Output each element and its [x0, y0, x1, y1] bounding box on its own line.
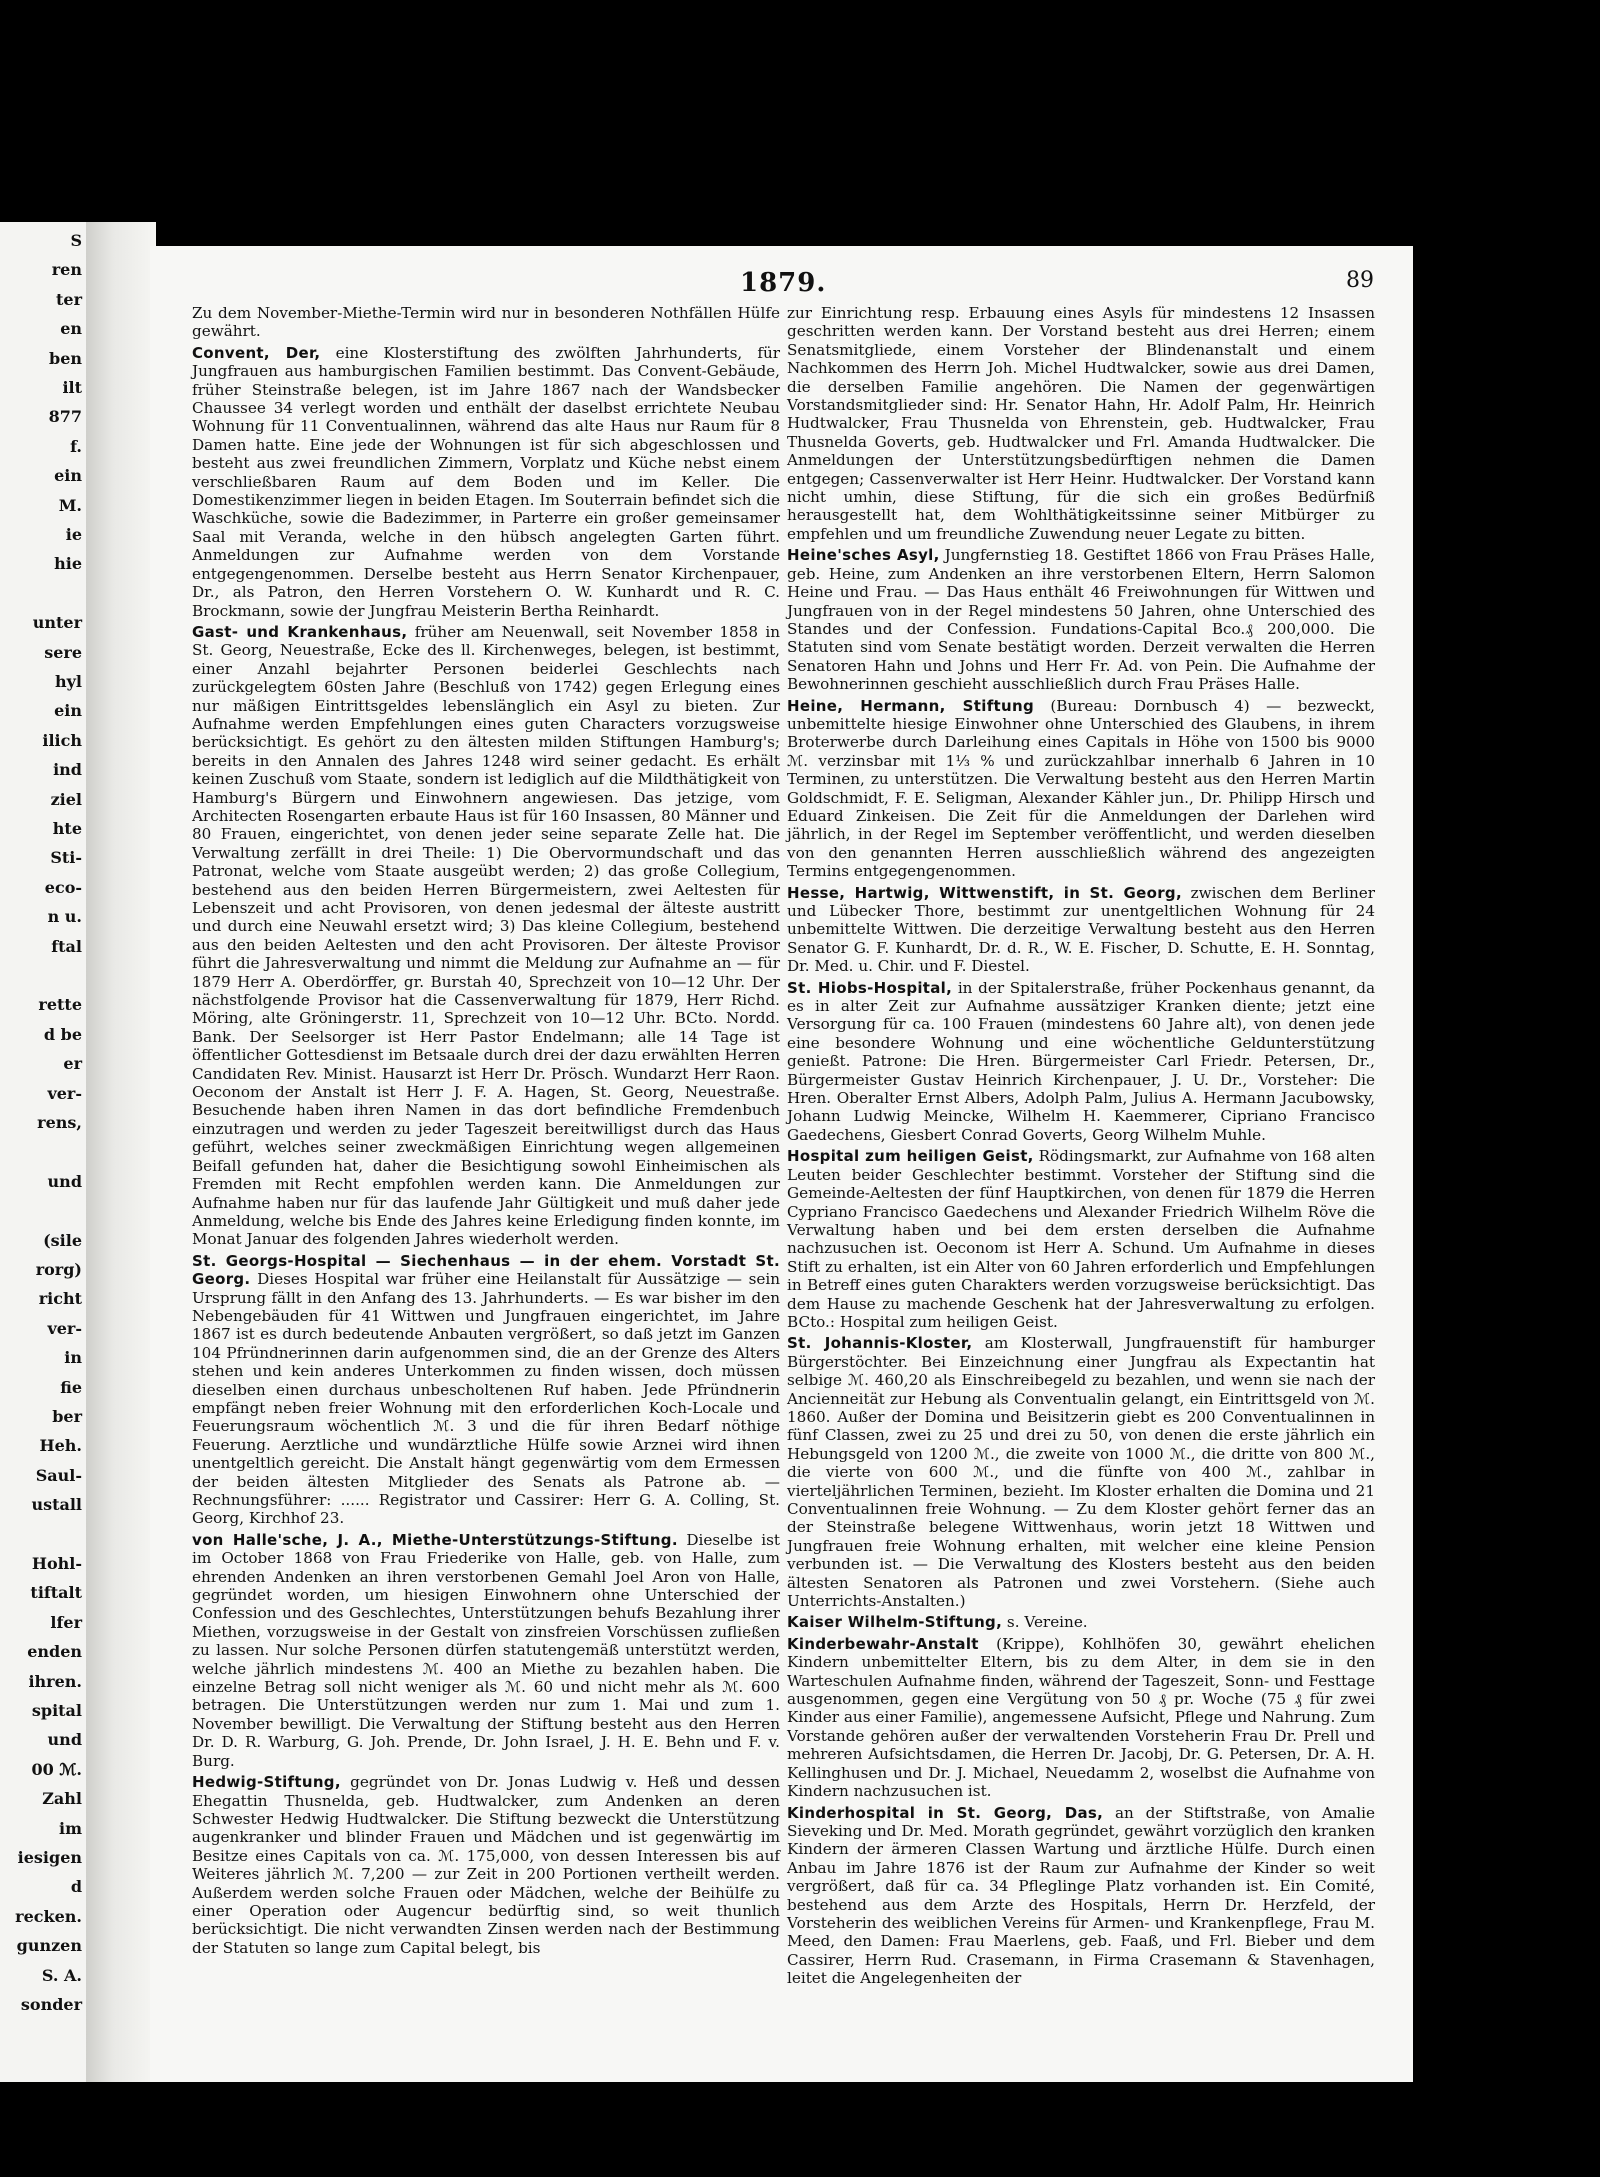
previous-page-fragment: spital: [31, 1701, 82, 1720]
previous-page-fragment: gunzen: [16, 1936, 82, 1956]
previous-page-fragment: fie: [60, 1377, 82, 1397]
previous-page-fragment: im: [58, 1818, 82, 1838]
previous-page-fragment: ter: [56, 289, 82, 309]
entry: [192, 623, 780, 1249]
entry-heading: Heine, Hermann, Stiftung: [787, 696, 1034, 715]
page-year: 1879.: [740, 268, 827, 298]
previous-page-fragment: in: [64, 1348, 82, 1368]
entry: [192, 344, 780, 620]
previous-page-fragment: S. A.: [41, 1965, 82, 1985]
previous-page-fragment: ver-: [47, 1318, 82, 1338]
entry: [787, 1334, 1375, 1610]
previous-page-fragment: ind: [53, 760, 82, 780]
entry: [192, 1531, 780, 1770]
previous-page-fragment: ziel: [50, 789, 82, 809]
previous-page-fragment: ren: [51, 260, 82, 280]
entry-text: s. Vereine.: [1006, 1613, 1088, 1632]
previous-page-fragment: ihren.: [28, 1671, 82, 1691]
entry-text: Jungfernstieg 18. Gestiftet 1866 von Frau Präses Halle, geb. Heine, zum Andenken an ihre verstorbenen Eltern, Herrn Salomon Heine und Frau. — Das Haus enthält 46 Freiwohnungen für Wittwen und Jungfrauen von in der Regel mindestens 50 Jahren, ohne Unterschied des Standes und der Confession. Fundations-Capital Bco.₰ 200,000. Die Statuten sind vom Senate bestätigt worden. Derzeit verwalten die Herren Senatoren Hahn und Johns und Herr Fr. Ad. von Pein. Die Aufnahme der Bewohnerinnen geschieht ausschließlich durch Frau Präses Halle.: [787, 546, 1376, 694]
previous-page-fragment: iesigen: [17, 1848, 82, 1867]
previous-page-fragment: rorg): [35, 1260, 82, 1279]
previous-page-fragment: f.: [70, 436, 82, 456]
previous-page-fragment: ilt: [62, 378, 82, 397]
entry: [192, 1252, 780, 1528]
entry-heading: Kaiser Wilhelm-Stiftung,: [787, 1613, 1003, 1632]
previous-page-fragment: Hohl-: [31, 1554, 82, 1573]
running-head: [150, 268, 1413, 298]
previous-page-fragment: ein: [54, 701, 82, 721]
previous-page-fragment: ber: [52, 1407, 82, 1426]
entry-heading: St. Hiobs-Hospital,: [787, 978, 953, 997]
entry-heading: von Halle'sche, J. A., Miethe-Unterstützungs-Stiftung.: [192, 1530, 678, 1549]
previous-page-fragment: und: [47, 1171, 82, 1191]
previous-page-fragment: ustall: [31, 1495, 82, 1515]
previous-page-fragment: M.: [58, 495, 82, 515]
previous-page-fragment: hie: [54, 554, 82, 574]
previous-page-fragment: richt: [38, 1289, 82, 1309]
left-column: [192, 304, 780, 1960]
previous-page-fragment: ftal: [51, 936, 82, 956]
entry-text: zur Einrichtung resp. Erbauung eines Asyls für mindestens 12 Insassen geschritten werden kann. Der Vorstand besteht aus drei Herren; einem Senatsmitgliede, einem Vorsteher der Blindenanstalt und einem Nachkommen des Herrn Joh. Michel Hudtwalcker, sowie aus drei Damen, die derselben Familie angehören. Die Namen der gegenwärtigen Vorstandsmitglieder sind: Hr. Senator Hahn, Hr. Adolf Palm, Hr. Heinrich Hudtwalcker, Frau Thusnelda von Ehrenstein, geb. Hudtwalcker, Frau Thusnelda Goverts, geb. Hudtwalcker und Frl. Amanda Hudtwalcker. Die Anmeldungen der Unterstützungsbedürftigen nehmen die Damen entgegen; Cassenverwalter ist Herr Heinr. Hudtwalcker. Der Vorstand kann nicht umhin, diese Stiftung, für die sich ein großes Bedürfniß herausgestellt hat, dem Wohlthätigkeitssinne seiner Mitbürger zu empfehlen und um freundliche Zuwendung neuer Legate zu bitten.: [787, 304, 1375, 543]
previous-page-fragment: ein: [54, 466, 82, 486]
entry-heading: Convent, Der,: [192, 343, 321, 362]
previous-page-fragment: Saul-: [35, 1465, 82, 1485]
entry: [787, 1804, 1375, 1988]
entry-text: früher am Neuenwall, seit November 1858 in St. Georg, Neuestraße, Ecke des ll. Kirchenweges, belegen, ist bestimmt, einer Anzahl bejahrter Personen beiderlei Geschlechts nach zurückgelegtem 60sten Jahre (Beschluß von 1742) gegen Erlegung eines nur mäßigen Eintrittsgeldes lebenslänglich ein Asyl zu bieten. Zur Aufnahme werden Empfehlungen eines guten Characters vorzugsweise berücksichtigt. Es gehört zu den ältesten milden Stiftungen Hamburg's; bereits in den Annalen des Jahres 1248 wird seiner gedacht. Es erhält keinen Zuschuß vom Staate, sondern ist lediglich auf die Mildthätigkeit von Hamburg's Bürgern und Einwohnern angewiesen. Das jetzige, vom Architecten Rosengarten erbaute Haus ist für 160 Insassen, 80 Männer und 80 Frauen, eingerichtet, von denen jeder seine separate Zelle hat. Die Verwaltung zerfällt in drei Theile: 1) Die Obervormundschaft und das Patronat, welche vom Staate ausgeübt werden; 2) das große Collegium, bestehend aus den beiden Herren Bürgermeistern, zwei Aeltesten für Lebenszeit und acht Provisoren, von denen jedesmal der älteste austritt und durch eine Neuwahl ersetzt wird; 3) Das kleine Collegium, bestehend aus den beiden Aeltesten und den acht Provisoren. Der älteste Provisor führt die Jahresverwaltung und nimmt die Meldung zur Aufnahme an — für 1879 Herr A. Oberdörffer, gr. Burstah 40, Sprechzeit von 10—12 Uhr. Der nächstfolgende Provisor hat die Cassenverwaltung für 1879, Herr Richd. Möring, alte Gröningerstr. 11, Sprechzeit von 10—12 Uhr. BCto. Nordd. Bank. Der Seelsorger ist Herr Pastor Endelmann; alle 14 Tage ist öffentlicher Gottesdienst im Betsaale durch drei der dazu erwählten Herren Candidaten Rev. Minist. Hausarzt ist Herr Dr. Prösch. Wundarzt Herr Raon. Oeconom der Anstalt ist Herr J. F. A. Hagen, St. Georg, Neuestraße. Besuchende haben ihren Namen in das dort befindliche Fremdenbuch einzutragen und werden zu jeder Tageszeit bereitwilligst durch das Haus geführt, welches seiner zweckmäßigen Einrichtung wegen allgemeinen Beifall gefunden hat, daher die Besichtigung sowohl Einheimischen als Fremden mit Recht empfohlen werden kann. Die Anmeldungen zur Aufnahme haben nur für das laufende Jahr Gültigkeit und muß daher jede Anmeldung, welche bis Ende des Jahres keine Erledigung finden konnte, im Monat Januar des folgenden Jahres wiederholt werden.: [192, 622, 781, 1249]
entry-heading: Hesse, Hartwig, Wittwenstift, in St. Georg,: [787, 883, 1182, 902]
previous-page-fragment: hyl: [54, 672, 82, 691]
right-column: [787, 304, 1375, 1991]
entry: [787, 979, 1375, 1145]
previous-page-fragment: sonder: [20, 1995, 82, 2014]
entry-heading: Hospital zum heiligen Geist,: [787, 1147, 1034, 1166]
entry-heading: St. Georgs-Hospital — Siechenhaus — in der ehem. Vorstadt St. Georg.: [192, 1251, 780, 1289]
entry-text: Zu dem November-Miethe-Termin wird nur in besonderen Nothfällen Hülfe gewährt.: [192, 304, 780, 341]
book-gutter: [86, 222, 156, 2082]
entry: [787, 1613, 1375, 1631]
entry-text: eine Klosterstiftung des zwölften Jahrhunderts, für Jungfrauen aus hamburgischen Familien bestimmt. Das Convent-Gebäude, früher Steinstraße belegen, ist im Jahre 1867 nach der Wandsbecker Chaussee 34 verlegt worden und enthält der daselbst errichtete Neubau Wohnung für 11 Conventualinnen, während das alte Haus nur Raum für 8 Damen hatte. Eine jede der Wohnungen ist für sich abgeschlossen und besteht aus zwei freundlichen Zimmern, Vorplatz und Küche nebst einem verschließbaren Raum auf dem Boden und im Keller. Die Domestikenzimmer liegen in beiden Etagen. Im Souterrain befindet sich die Waschküche, sowie die Badezimmer, in Parterre ein großer gemeinsamer Saal mit Veranda, welche in den hübsch angelegten Garten führt. Anmeldungen zur Aufnahme werden von dem Vorstande entgegengenommen. Derselbe besteht aus Herrn Senator Kirchenpauer, Dr., als Patron, den Herren Vorstehern O. W. Kunhardt und R. C. Brockmann, sowie der Jungfrau Meisterin Bertha Reinhardt.: [192, 343, 780, 620]
previous-page-fragment: sere: [44, 642, 82, 662]
entry-text: Dieses Hospital war früher eine Heilanstalt für Aussätzige — sein Ursprung fällt in den Anfang des 13. Jahrhunderts. — Es war bisher im den Nebengebäuden für 41 Wittwen und Jungfrauen eingerichtet, im Jahre 1867 ist es durch bedeutende Anbauten vergrößert, so daß jetzt im Ganzen 104 Pfründnerinnen darin aufgenommen sind, die an der Grenze des Alters stehen und kein anderes Unterkommen zu finden wissen, doch müssen dieselben einen durchaus unbescholtenen Ruf haben. Jede Pfründnerin empfängt neben freier Wohnung mit den erforderlichen Koch-Locale und Feuerungsraum wöchentlich ℳ. 3 und die für ihren Bedarf nöthige Feuerung. Aerztliche und wundärztliche Hülfe sowie Arznei wird ihnen unentgeltlich gereicht. Die Anstalt hängt gegenwärtig vom dem Ermessen der beiden ältesten Mitglieder des Senats als Patrone ab. — Rechnungsführer: ...... Registrator und Cassirer: Herr G. A. Colling, St. Georg, Kirchhof 23.: [192, 1270, 780, 1528]
entry-text: (Bureau: Dornbusch 4) — bezweckt, unbemittelte hiesige Einwohner ohne Unterschied des Glaubens, in ihrem Broterwerbe durch Darleihung eines Capitals in Höhe von 1500 bis 9000 ℳ. verzinsbar mit 1⅓ % und zurückzahlbar innerhalb 6 Jahren in 10 Terminen, zu unterstützen. Die Verwaltung besteht aus den Herren Martin Goldschmidt, F. E. Seligman, Alexander Kähler jun., Dr. Philipp Hirsch und Eduard Zinkeisen. Die Zeit für die Anmeldungen der Darlehen wird jährlich, in der Regel im September veröffentlicht, und werden dieselben von den genannten Herren ausschließlich während des angezeigten Termins entgegengenommen.: [787, 696, 1375, 881]
entry-text: zwischen dem Berliner und Lübecker Thore, bestimmt zur unentgeltlichen Wohnung für 24 unbemittelte Wittwen. Die derzeitige Verwaltung besteht aus den Herren Senator G. F. Kunhardt, Dr. d. R., W. E. Fischer, D. Schutte, E. H. Sonntag, Dr. Med. u. Chir. und F. Diestel.: [787, 883, 1376, 976]
page: [150, 246, 1413, 2082]
entry: [787, 697, 1375, 881]
previous-page-fragment: er: [63, 1054, 82, 1074]
previous-page-fragment: S: [70, 231, 82, 250]
previous-page-fragment: 877: [48, 407, 82, 427]
entry-text: Dieselbe ist im October 1868 von Frau Friederike von Halle, geb. von Halle, zum ehrenden Andenken an ihren verstorbenen Gemahl Joel Aron von Halle, gegründet worden, um hiesigen Einwohnern ohne Unterschied der Confession und des Geschlechtes, Unterstützungen behufs Bezahlung ihrer Miethen, vorzugsweise in der Gestalt von zinsfreien Vorschüssen zufließen zu lassen. Nur solche Personen dürfen statutengemäß unterstützt werden, welche jährlich mindestens ℳ. 400 an Miethe zu bezahlen haben. Die einzelne Betrag soll nicht weniger als ℳ. 60 und nicht mehr als ℳ. 600 betragen. Die Unterstützungen werden nur zum 1. Mai und zum 1. November bewilligt. Die Verwaltung der Stiftung besteht aus den Herren Dr. D. R. Warburg, G. Joh. Prende, Dr. John Israel, J. H. E. Behn und F. v. Burg.: [192, 1530, 780, 1770]
entry: [787, 1635, 1375, 1801]
entry-heading: Kinderhospital in St. Georg, Das,: [787, 1803, 1104, 1822]
previous-page-fragment: d: [70, 1877, 82, 1897]
previous-page-fragment: recken.: [15, 1906, 82, 1926]
previous-page-fragment: Heh.: [39, 1436, 82, 1456]
entry-text: am Klosterwall, Jungfrauenstift für hamburger Bürgerstöchter. Bei Einzeichnung einer Jungfrau als Expectantin hat selbige ℳ. 460,20 als Einschreibegeld zu bezahlen, und wenn sie nach der Ancienneität zur Hebung als Conventualin gelangt, ein Eintrittsgeld von ℳ. 1860. Außer der Domina und Beisitzerin giebt es 200 Conventualinnen in fünf Classen, zwei zu 25 und drei zu 50, von denen die erste jährlich ein Hebungsgeld von 1200 ℳ., die zweite von 1000 ℳ., die dritte von 800 ℳ., die vierte von 600 ℳ., und die fünfte von 400 ℳ., zahlbar in vierteljährlichen Terminen, bezieht. Im Kloster erhalten die Domina und 21 Conventualinnen freie Wohnung. — Zu dem Kloster gehört ferner das an der Steinstraße belegene Wittwenhaus, worin jetzt 18 Wittwen und Jungfrauen freie Wohnung erhalten, mit welcher eine kleine Pension verbunden ist. — Die Verwaltung des Klosters besteht aus den beiden ältesten Senatoren als Patronen und zwei Vorstehern. (Siehe auch Unterrichts-Anstalten.): [787, 1334, 1375, 1611]
entry-text: in der Spitalerstraße, früher Pockenhaus genannt, da es in alter Zeit zur Aufnahme aussätziger Kranken diente; jetzt eine Versorgung für ca. 100 Frauen (mindestens 60 Jahre alt), von denen jede eine besondere Wohnung und eine wöchentliche Geldunterstützung genießt. Patrone: Die Hren. Bürgermeister Carl Friedr. Petersen, Dr., Bürgermeister Gustav Heinrich Kirchenpauer, J. U. Dr., Vorsteher: Die Hren. Oberalter Ernst Albers, Adolph Palm, Julius A. Hermann Jacubowsky, Johann Ludwig Meincke, Wilhelm H. Kaemmerer, Cipriano Francisco Gaedechens, Giesbert Conrad Goverts, Georg Wilhelm Muhle.: [787, 978, 1376, 1144]
entry-text: (Krippe), Kohlhöfen 30, gewährt ehelichen Kindern unbemittelter Eltern, bis zu dem Alter, in dem sie in den Warteschulen Aufnahme finden, während der Tageszeit, Sonn- und Festtage ausgenommen, gegen eine Vergütung von 50 ₰ pr. Woche (75 ₰ für zwei Kinder aus einer Familie), angemessene Aufsicht, Pflege und Nahrung. Zum Vorstande gehören außer der verwaltenden Vorsteherin Frau Dr. Prell und mehreren Aufsichtsdamen, die Herren Dr. Jacobj, Dr. G. Petersen, Dr. A. H. Kellinghusen und Dr. J. Michael, Neuedamm 2, woselbst die Aufnahme von Kindern nachzusuchen ist.: [787, 1634, 1375, 1801]
previous-page-fragment: enden: [27, 1642, 82, 1662]
page-number: 89: [1346, 268, 1374, 293]
previous-page-fragment: en: [60, 319, 82, 339]
previous-page-fragment: n u.: [47, 907, 82, 927]
previous-page-fragment: lfer: [50, 1612, 82, 1632]
entry: [787, 1147, 1375, 1331]
entry-heading: Hedwig-Stiftung,: [192, 1773, 341, 1792]
entry-text: Rödingsmarkt, zur Aufnahme von 168 alten Leuten beider Geschlechter bestimmt. Vorsteher der Stiftung sind die Gemeinde-Aeltesten der fünf Hauptkirchen, von denen für 1879 die Herren Cypriano Francisco Gaedechens und Alexander Friedrich Wilhelm Röve die Verwaltung haben und bei dem ersten derselben die Aufnahme nachzusuchen ist. Oeconom ist Herr A. Schund. Um Aufnahme in dieses Stift zu erhalten, ist ein Alter von 60 Jahren erforderlich und Empfehlungen in Betreff eines guten Charakters werden vorzugsweise berücksichtigt. Das dem Hause zu machende Geschenk hat der Jahresverwaltung zu erfolgen. BCto.: Hospital zum heiligen Geist.: [787, 1147, 1375, 1331]
entry: [787, 546, 1375, 693]
previous-page-fragment: Sti-: [50, 848, 82, 868]
previous-page-fragment: tiftalt: [30, 1583, 82, 1603]
previous-page-fragment: ie: [65, 525, 82, 544]
entry: [192, 304, 780, 341]
entry-heading: St. Johannis-Kloster,: [787, 1334, 973, 1353]
previous-page-fragment: hte: [52, 819, 82, 838]
previous-page-fragment: (sile: [43, 1230, 82, 1250]
previous-page-fragment: ben: [49, 348, 82, 368]
previous-page-fragment: und: [47, 1730, 82, 1750]
entry: [787, 304, 1375, 543]
previous-page-fragment: ver-: [47, 1083, 82, 1103]
entry: [787, 884, 1375, 976]
scan-background: [1413, 0, 1600, 2177]
entry-heading: Heine'sches Asyl,: [787, 546, 940, 565]
entry-text: gegründet von Dr. Jonas Ludwig v. Heß und dessen Ehegattin Thusnelda, geb. Hudtwalcker, zum Andenken an deren Schwester Hedwig Hudtwalcker. Die Stiftung bezweckt die Unterstützung augenkranker und blinder Frauen und Mädchen und ist gegenwärtig im Besitze eines Capitals von ca. ℳ. 175,000, von dessen Interessen bis auf Weiteres jährlich ℳ. 7,200 — zur Zeit in 200 Portionen vertheilt werden. Außerdem werden solche Frauen oder Mädchen, welche der Beihülfe zu einer Operation oder Augencur bedürftig sind, so weit thunlich berücksichtigt. Die nicht verwandten Zinsen werden nach der Bestimmung der Statuten so lange zum Capital belegt, bis: [192, 1773, 781, 1957]
previous-page-fragment: rette: [38, 995, 82, 1015]
previous-page-fragment: rens,: [37, 1113, 82, 1132]
entry-text: an der Stiftstraße, von Amalie Sieveking und Dr. Med. Morath gegründet, gewährt vorzüglich den kranken Kindern der ärmeren Classen Wartung und ärztliche Hülfe. Durch einen Anbau im Jahre 1876 ist der Raum zur Aufnahme der Kinder so weit vergrößert, daß für ca. 34 Pfleglinge Platz vorhanden ist. Ein Comité, bestehend aus dem Arzte des Hospitals, Herrn Dr. Herzfeld, der Vorsteherin des weiblichen Vereins für Armen- und Krankenpflege, Frau M. Meed, den Damen: Frau Maerlens, geb. Faaß, und Frl. Bieber und dem Cassirer, Herrn Rud. Crasemann, in Firma Crasemann & Stavenhagen, leitet die Angelegenheiten der: [787, 1803, 1375, 1988]
previous-page-fragment: d be: [43, 1024, 82, 1044]
entry-heading: Gast- und Krankenhaus,: [192, 622, 408, 641]
entry: [192, 1773, 780, 1957]
entry-heading: Kinderbewahr-Anstalt: [787, 1634, 979, 1653]
previous-page-fragment: eco-: [44, 877, 82, 897]
previous-page-fragment: ilich: [42, 730, 82, 750]
previous-page-strip: [0, 222, 86, 2082]
previous-page-fragment: unter: [32, 613, 82, 633]
previous-page-fragment: 00 ℳ.: [31, 1759, 82, 1779]
previous-page-fragment: Zahl: [42, 1789, 82, 1809]
